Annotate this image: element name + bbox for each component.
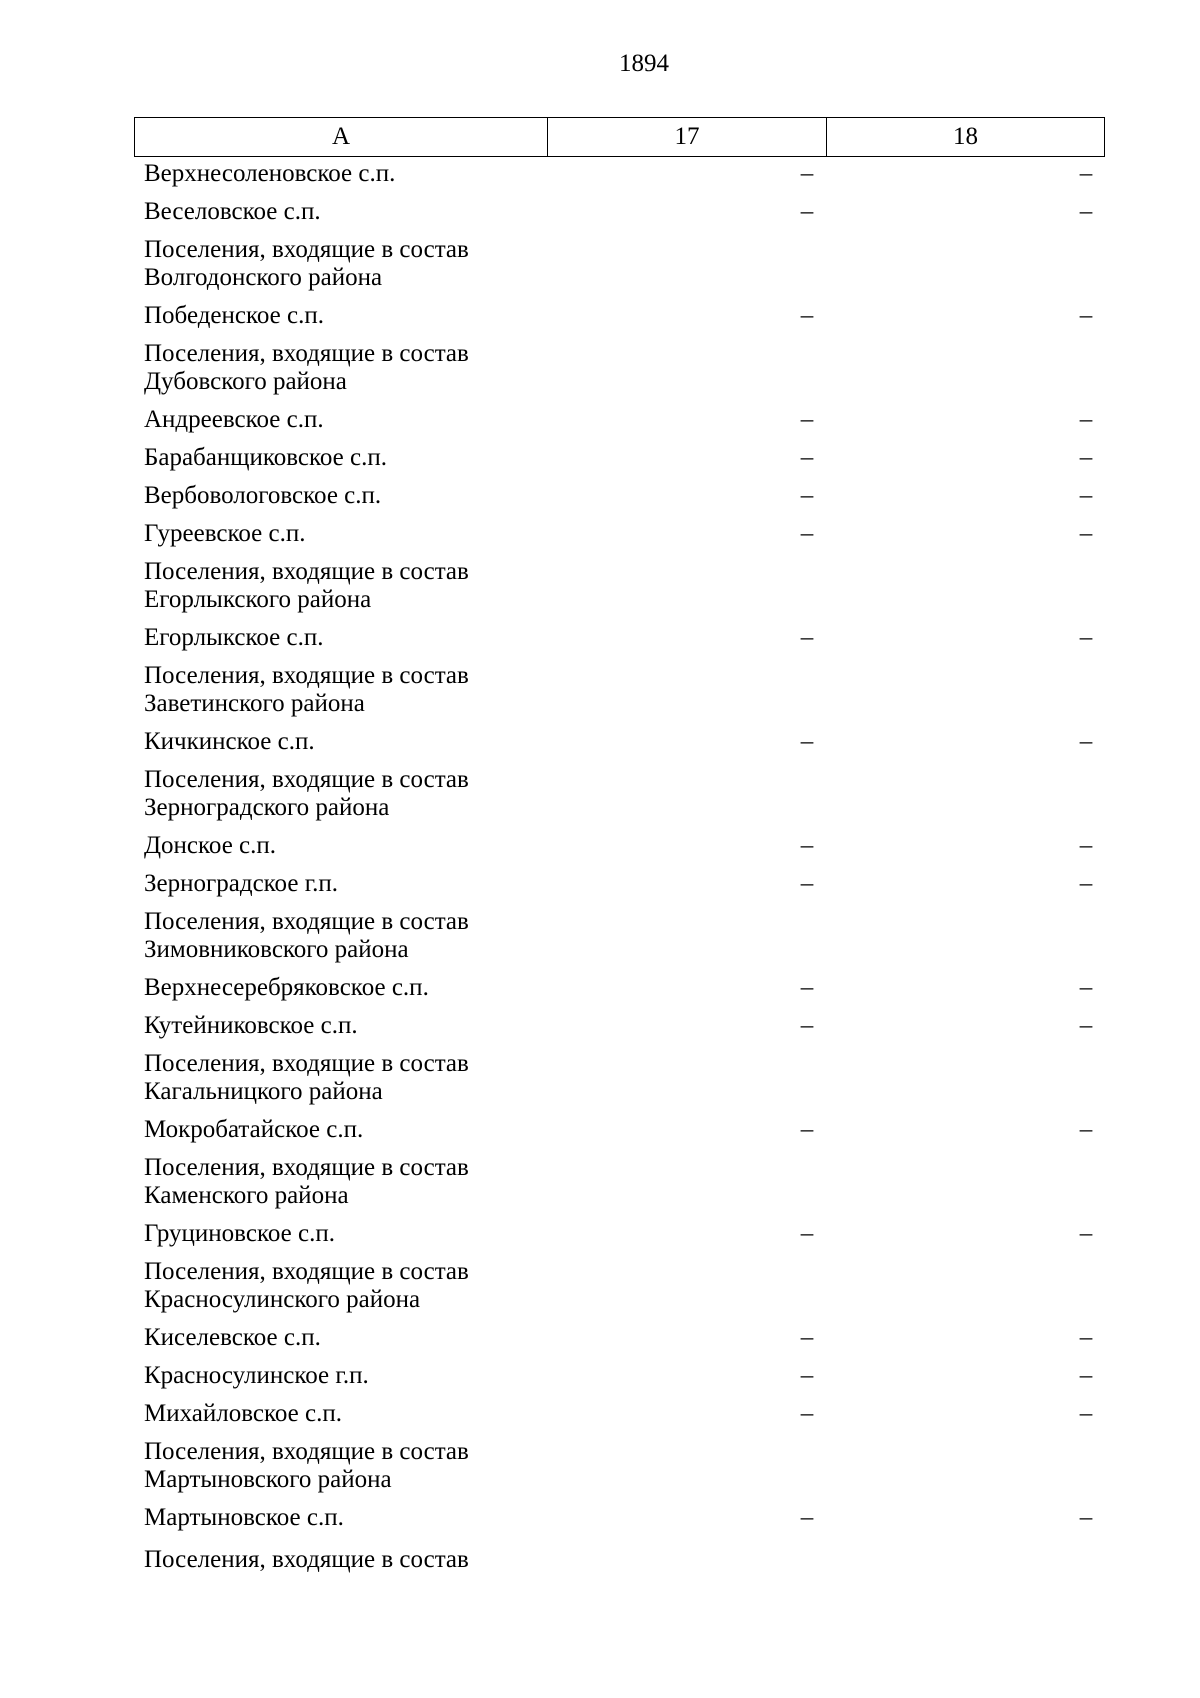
row-name [144, 558, 544, 614]
cell-col-18: – [1079, 1220, 1093, 1247]
row-name [144, 340, 544, 396]
row-name [144, 1050, 544, 1106]
row-name: Верхнесеребряковское с.п. [144, 974, 429, 1001]
row-name-line: Красносулинского района [144, 1286, 421, 1313]
cell-col-18: – [1079, 1324, 1093, 1351]
cell-col-18: – [1079, 482, 1093, 509]
row-name-line: Дубовского района [144, 368, 347, 395]
row-name: Победенское с.п. [144, 302, 325, 329]
table-row [0, 196, 1200, 234]
row-name [144, 1258, 544, 1314]
row-name-line: Поселения, входящие в состав [144, 340, 469, 367]
table-header [134, 117, 1105, 157]
cell-col-17: – [800, 870, 814, 897]
cell-col-18: – [1079, 444, 1093, 471]
cell-col-17: – [800, 444, 814, 471]
row-name: Кутейниковское с.п. [144, 1012, 358, 1039]
table-group-row [0, 1256, 1200, 1322]
row-name: Груциновское с.п. [144, 1220, 335, 1247]
row-name [144, 1438, 544, 1494]
table-group-row [0, 1436, 1200, 1502]
row-name-line: Поселения, входящие в состав [144, 1258, 469, 1285]
table-row [0, 622, 1200, 660]
table-row [0, 1398, 1200, 1436]
row-name-line: Волгодонского района [144, 264, 383, 291]
cell-col-18: – [1079, 406, 1093, 433]
row-name [144, 1154, 544, 1210]
row-name: Гуреевское с.п. [144, 520, 306, 547]
row-name: Барабанщиковское с.п. [144, 444, 388, 471]
cell-col-18: – [1079, 832, 1093, 859]
table-row [0, 1502, 1200, 1540]
cell-col-18: – [1079, 1012, 1093, 1039]
row-name-line: Зерноградского района [144, 794, 390, 821]
table-group-row [0, 338, 1200, 404]
row-name [144, 908, 544, 964]
table-group-row [0, 764, 1200, 830]
row-name-line: Поселения, входящие в состав [144, 766, 469, 793]
cell-col-18: – [1079, 520, 1093, 547]
table-group-row [0, 234, 1200, 300]
cell-col-18: – [1079, 160, 1093, 187]
row-name: Поселения, входящие в состав [144, 1546, 469, 1573]
page-number: 1894 [619, 50, 669, 77]
cell-col-18: – [1079, 1504, 1093, 1531]
row-name: Киселевское с.п. [144, 1324, 321, 1351]
row-name: Андреевское с.п. [144, 406, 324, 433]
cell-col-18: – [1079, 728, 1093, 755]
cell-col-18: – [1079, 974, 1093, 1001]
column-header-18: 18 [827, 118, 1105, 157]
table-row [0, 1360, 1200, 1398]
cell-col-18: – [1079, 302, 1093, 329]
row-name: Михайловское с.п. [144, 1400, 342, 1427]
row-name-line: Поселения, входящие в состав [144, 1438, 469, 1465]
cell-col-18: – [1079, 1400, 1093, 1427]
table-group-row [0, 556, 1200, 622]
cell-col-17: – [800, 1012, 814, 1039]
row-name [144, 662, 544, 718]
row-name-line: Егорлыкского района [144, 586, 372, 613]
cell-col-17: – [800, 198, 814, 225]
cell-col-17: – [800, 520, 814, 547]
cell-col-18: – [1079, 624, 1093, 651]
table-row [0, 518, 1200, 556]
cell-col-17: – [800, 1324, 814, 1351]
table-row [0, 1010, 1200, 1048]
table-group-row [0, 1152, 1200, 1218]
table-row [0, 830, 1200, 868]
cell-col-17: – [800, 406, 814, 433]
cell-col-17: – [800, 1116, 814, 1143]
cell-col-17: – [800, 624, 814, 651]
cell-col-17: – [800, 832, 814, 859]
table-group-row [0, 1048, 1200, 1114]
table-body [0, 158, 1200, 1584]
row-name-line: Поселения, входящие в состав [144, 236, 469, 263]
table-row [0, 158, 1200, 196]
table-row [0, 1114, 1200, 1152]
cell-col-17: – [800, 1220, 814, 1247]
row-name-line: Поселения, входящие в состав [144, 1050, 469, 1077]
column-header-a: А [135, 118, 548, 157]
table-row [0, 1322, 1200, 1360]
row-name-line: Заветинского района [144, 690, 365, 717]
cell-col-18: – [1079, 870, 1093, 897]
row-name-line: Поселения, входящие в состав [144, 1154, 469, 1181]
table-row [0, 480, 1200, 518]
table-row [0, 1218, 1200, 1256]
table-group-row [0, 660, 1200, 726]
row-name-line: Поселения, входящие в состав [144, 662, 469, 689]
row-name [144, 766, 544, 822]
row-name: Донское с.п. [144, 832, 277, 859]
table-row [0, 300, 1200, 338]
table-row [0, 868, 1200, 906]
row-name: Кичкинское с.п. [144, 728, 315, 755]
row-name: Верхнесоленовское с.п. [144, 160, 396, 187]
column-header-17: 17 [548, 118, 827, 157]
table-group-row [0, 906, 1200, 972]
row-name: Мокробатайское с.п. [144, 1116, 364, 1143]
row-name-line: Зимовниковского района [144, 936, 409, 963]
cell-col-17: – [800, 974, 814, 1001]
cell-col-17: – [800, 302, 814, 329]
row-name-line: Поселения, входящие в состав [144, 558, 469, 585]
row-name: Зерноградское г.п. [144, 870, 339, 897]
table-row [0, 442, 1200, 480]
row-name-line: Кагальницкого района [144, 1078, 383, 1105]
row-name-line: Каменского района [144, 1182, 349, 1209]
cell-col-17: – [800, 1362, 814, 1389]
row-name: Веселовское с.п. [144, 198, 321, 225]
row-name: Красносулинское г.п. [144, 1362, 369, 1389]
row-name-line: Поселения, входящие в состав [144, 908, 469, 935]
table-row [0, 726, 1200, 764]
table-row [0, 1540, 1200, 1584]
cell-col-18: – [1079, 1362, 1093, 1389]
row-name [144, 236, 544, 292]
cell-col-18: – [1079, 1116, 1093, 1143]
row-name: Мартыновское с.п. [144, 1504, 344, 1531]
cell-col-17: – [800, 728, 814, 755]
cell-col-17: – [800, 1504, 814, 1531]
cell-col-17: – [800, 1400, 814, 1427]
row-name: Вербовологовское с.п. [144, 482, 382, 509]
cell-col-17: – [800, 160, 814, 187]
cell-col-17: – [800, 482, 814, 509]
row-name: Егорлыкское с.п. [144, 624, 324, 651]
table-row [0, 972, 1200, 1010]
row-name-line: Мартыновского района [144, 1466, 392, 1493]
cell-col-18: – [1079, 198, 1093, 225]
table-row [0, 404, 1200, 442]
